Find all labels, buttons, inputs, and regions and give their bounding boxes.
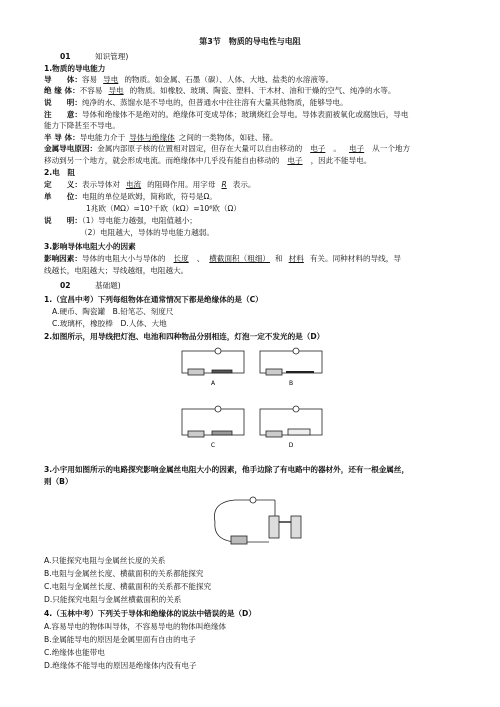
factors-blank-3: 材料 (288, 254, 304, 263)
circuit-a-bulb-icon (215, 348, 221, 354)
circuit-b-battery-icon (266, 369, 282, 375)
circuit-d-battery-icon (266, 431, 282, 437)
explanation-2-line (44, 216, 470, 226)
metal-conduction-blank-1: 电子 (310, 144, 326, 153)
question-4-option-b: B.金属能导电的原因是金属里面有自由的电子 (44, 635, 196, 644)
question-3-option-d: D.只能探究电阻与金属丝横截面积的关系 (44, 595, 182, 604)
section-02-header (44, 281, 470, 291)
explanation-1-label: 说 明： (44, 98, 82, 107)
factors-blank-1: 长度 (173, 254, 189, 263)
metal-conduction-text-4: 移动到另一个地方，就会形成电流。而绝缘体中几乎没有能自由移动的 (44, 156, 280, 165)
factors-line-2: 线越长，电阻越大；导线越细，电阻越大。 (44, 266, 189, 275)
note-label: 注 意： (44, 110, 82, 119)
question-2: 2.如图所示，用导线把灯泡、电池和四种物品分别相连，灯泡一定不发光的是（D） (44, 332, 325, 341)
question-4: 4.（玉林中考）下列关于导体和绝缘体的说法中错误的是（D） (44, 609, 256, 618)
metal-conduction-blank-2: 电子 (348, 144, 365, 153)
section-02-label: 基础题) (95, 281, 121, 290)
section-01-number: 01 (60, 52, 71, 61)
conductor-text-1: 容易 (81, 75, 98, 84)
heading-3: 3.影响导体电阻大小的因素 (44, 242, 136, 251)
circuit-b-bulb-icon (293, 348, 299, 354)
section-01-label: 知识管理) (95, 52, 129, 61)
definition-line (44, 180, 470, 190)
section-02-number: 02 (60, 281, 71, 290)
metal-conduction-label: 金属导电原因： (44, 144, 98, 153)
question-3-option-c: C.电阻与金属丝长度、横截面积的关系都不能探究 (44, 582, 212, 591)
question-4-option-a: A.容易导电的物体叫导体，不容易导电的物体叫绝缘体 (44, 622, 227, 631)
circuit-c-battery-icon (188, 431, 204, 437)
q3-clamp-right-icon (291, 516, 301, 538)
factors-blank-2: 横截面积（粗细） (209, 254, 271, 263)
conductor-label: 导 体： (44, 75, 82, 84)
definition-text-1: 表示导体对 (81, 180, 120, 189)
semiconductor-text-2: 之间的一类物体，如硅、锗。 (178, 133, 278, 142)
semiconductor-text-1: 导电能力介于 (79, 133, 126, 142)
definition-blank-1: 电流 (125, 180, 142, 189)
definition-label: 定 义： (44, 180, 82, 189)
circuit-d-label: D (288, 442, 294, 449)
question-2-circuits-figure (178, 345, 326, 465)
circuit-a-object-icon (212, 370, 232, 373)
question-4-option-d: D.绝缘体不能导电的原因是绝缘体内没有电子 (44, 661, 197, 670)
unit-line (44, 192, 470, 202)
q3-battery-icon (231, 536, 247, 544)
factors-text-2: 、 (196, 254, 205, 263)
question-3-answer: 则（B） (44, 477, 73, 486)
metal-conduction-line (44, 144, 470, 154)
explanation-1-line (44, 98, 470, 108)
factors-text-3: 和 (275, 254, 283, 263)
circuit-c-bulb-icon (215, 406, 221, 412)
definition-text-3: 表示。 (232, 180, 256, 189)
question-4-option-c: C.绝缘体也能带电 (44, 648, 105, 657)
conductor-line (44, 75, 470, 85)
question-3-option-b: B.电阻与金属丝长度、横截面积的关系都能探究 (44, 569, 204, 578)
circuit-b-label: B (288, 380, 294, 387)
factors-text-1: 导体的电阻大小与导体的 (81, 254, 166, 263)
insulator-line (44, 86, 470, 96)
note-line-2: 能力下降甚至不导电。 (44, 121, 120, 130)
question-1-options-ab: A.硬币、陶瓷罐 B.铅笔芯、刻度尺 (52, 307, 174, 316)
definition-blank-2: R (221, 180, 227, 189)
metal-conduction-text-5: ，因此不能导电。 (310, 156, 372, 165)
unit-label: 单 位： (44, 192, 82, 201)
metal-conduction-blank-3: 电子 (287, 156, 303, 165)
explanation-2-line-2: （2）电阻越大，导体的导电能力越弱。 (80, 228, 214, 237)
metal-conduction-text-2: 。 (333, 144, 341, 153)
factors-label: 影响因素： (44, 254, 82, 263)
explanation-1-text: 纯净的水、蒸馏水是不导电的，但普通水中往往溶有大量其他物质，能够导电。 (81, 98, 348, 107)
circuit-d-bulb-icon (293, 406, 299, 412)
section-01-header (44, 52, 470, 62)
insulator-label: 绝 缘 体： (44, 86, 80, 95)
metal-conduction-text-3: 从一个地方 (372, 144, 411, 153)
explanation-2-label: 说 明： (44, 216, 82, 225)
explanation-2-text: （1）导电能力越强，电阻值越小； (81, 216, 197, 225)
insulator-text-2: 的物质。如橡胶、玻璃、陶瓷、塑料、干木材、油和干燥的空气、纯净的水等。 (129, 86, 396, 95)
question-3-circuit-figure (205, 492, 315, 550)
unit-conversion: 1兆欧（MΩ）=10³千欧（kΩ）=10⁶欧（Ω） (86, 204, 241, 213)
circuit-d-object-icon (288, 429, 310, 435)
semiconductor-blank: 导体与绝缘体 (129, 133, 175, 142)
q3-wire-top (214, 500, 275, 522)
q3-bulb-icon (250, 497, 256, 503)
question-1-options-cd: C.玻璃杯，橡胶棒 D.人体、大地 (52, 319, 167, 328)
conductor-blank: 导电 (103, 75, 119, 84)
semiconductor-label: 半 导 体： (44, 133, 80, 142)
question-3: 3.小宇用如图所示的电路探究影响金属丝电阻大小的因素，他手边除了有电路中的器材外，还有一根金属丝， (44, 465, 410, 474)
question-3-option-a: A.只能探究电阻与金属丝长度的关系 (44, 556, 166, 565)
semiconductor-line (44, 133, 470, 143)
definition-text-2: 的阻碍作用。用字母 (147, 180, 216, 189)
unit-text: 电阻的单位是欧姆，简称欧，符号是Ω。 (81, 192, 217, 201)
factors-line (44, 254, 470, 264)
note-text: 导体和绝缘体不是绝对的。绝缘体可变成导体；玻璃烧红会导电。导体表面被氧化或腐蚀后，导电 (81, 110, 409, 119)
heading-1: 1.物质的导电能力 (44, 64, 106, 73)
circuit-a-label: A (210, 380, 216, 387)
heading-2: 2.电 阻 (44, 168, 75, 177)
factors-text-4: 有关。同种材料的导线，导 (309, 254, 401, 263)
insulator-blank: 导电 (108, 86, 124, 95)
q3-clamp-left-icon (269, 516, 279, 538)
metal-conduction-line-2 (44, 156, 470, 166)
insulator-text-1: 不容易 (79, 86, 103, 95)
circuit-a-battery-icon (188, 369, 204, 375)
metal-conduction-text-1: 金属内部原子核的位置相对固定，但存在大量可以自由移动的 (97, 144, 303, 153)
question-1: 1.（宜昌中考）下列每组物体在通常情况下都是绝缘体的是（C） (44, 295, 263, 304)
conductor-text-2: 的物质。如金属、石墨（碳）、人体、大地、盐类的水溶液等。 (124, 75, 334, 84)
section-title: 第3节 物质的导电性与电阻 (199, 37, 301, 46)
circuit-c-object-icon (212, 431, 232, 435)
circuit-c-label: C (210, 442, 216, 449)
note-line (44, 110, 470, 120)
